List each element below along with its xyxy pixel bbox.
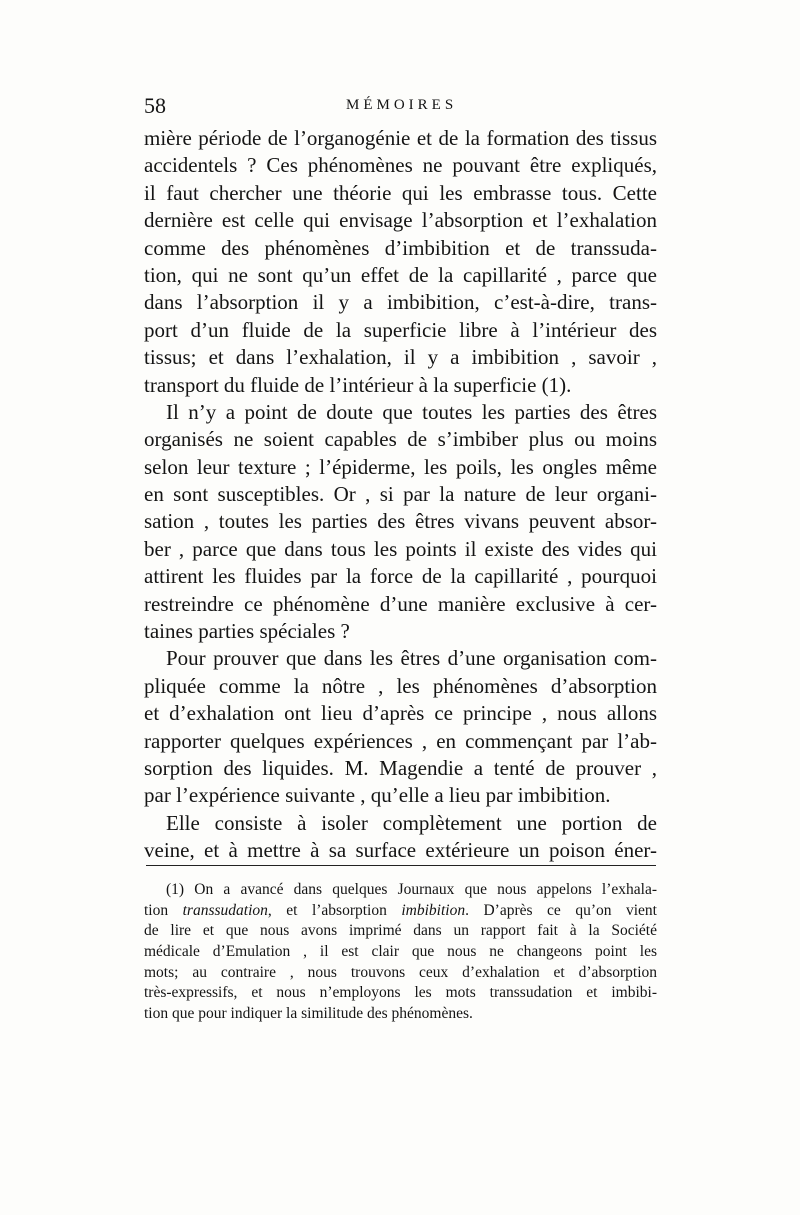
text-line: dernière est celle qui envisage l’absorption et l’exhalation [144, 208, 657, 233]
text-line: en sont susceptibles. Or , si par la nature de leur organi- [144, 482, 657, 507]
text-line: comme des phénomènes d’imbibition et de transsuda- [144, 235, 657, 260]
text-line: veine, et à mettre à sa surface extérieure un poison éner- [144, 838, 657, 863]
text-line: restreindre ce phénomène d’une manière exclusive à cer- [144, 591, 657, 616]
text-line: taines parties spéciales ? [144, 619, 350, 644]
text-line: ber , parce que dans tous les points il existe des vides qui [144, 536, 657, 561]
running-head: MÉMOIRES [346, 97, 458, 113]
footnote-line: de lire et que nous avons imprimé dans un rapport fait à la Société [144, 922, 657, 940]
text-line: dans l’absorption il y a imbibition, c’est-à-dire, trans- [144, 290, 657, 315]
footnote-text: . D’après ce qu’on vient [465, 901, 657, 919]
text-line: tissus; et dans l’exhalation, il y a imbibition , savoir , [144, 345, 657, 370]
text-line: Pour prouver que dans les êtres d’une organisation com- [166, 646, 657, 671]
text-line: sation , toutes les parties des êtres vivans peuvent absor- [144, 509, 657, 534]
text-line: port d’un fluide de la superficie libre à l’intérieur des [144, 317, 657, 342]
footnote-line: très-expressifs, et nous n’employons les mots transsudation et imbibi- [144, 984, 657, 1002]
text-line: tion, qui ne sont qu’un effet de la capillarité , parce que [144, 262, 657, 287]
footnote-line: tion que pour indiquer la similitude des phénomènes. [144, 1005, 473, 1023]
text-line: organisés ne soient capables de s’imbiber plus ou moins [144, 427, 657, 452]
text-line: rapporter quelques expériences , en commençant par l’ab- [144, 728, 657, 753]
footnote-line [144, 901, 657, 922]
footnote-text: , et l’absorption [267, 901, 402, 919]
footnote-term-transsudation: transsudation [182, 901, 268, 919]
main-text [144, 125, 657, 865]
page-number: 58 [144, 93, 166, 118]
text-line: par l’expérience suivante , qu’elle a lieu par imbibition. [144, 783, 611, 808]
text-line: pliquée comme la nôtre , les phénomènes d’absorption [144, 673, 657, 698]
footnote-separator [146, 865, 656, 866]
footnote-line: médicale d’Emulation , il est clair que nous ne changeons point les [144, 943, 657, 961]
text-line: transport du fluide de l’intérieur à la superficie (1). [144, 372, 572, 397]
footnote-line: (1) On a avancé dans quelques Journaux que nous appelons l’exhala- [166, 881, 657, 898]
page-header [144, 93, 664, 123]
footnote-text: tion [144, 901, 183, 919]
text-line: selon leur texture ; l’épiderme, les poils, les ongles même [144, 454, 657, 479]
text-line: sorption des liquides. M. Magendie a tenté de prouver , [144, 755, 657, 780]
text-line: mière période de l’organogénie et de la formation des tissus [144, 126, 657, 150]
text-line: et d’exhalation ont lieu d’après ce principe , nous allons [144, 701, 657, 726]
text-line: Elle consiste à isoler complètement une portion de [166, 810, 657, 835]
text-line: Il n’y a point de doute que toutes les parties des êtres [166, 399, 657, 424]
text-line: il faut chercher une théorie qui les embrasse tous. Cette [144, 180, 657, 205]
footnote [144, 880, 657, 1025]
text-line: attirent les fluides par la force de la capillarité , pourquoi [144, 564, 657, 589]
text-line: accidentels ? Ces phénomènes ne pouvant être expliqués, [144, 153, 657, 178]
footnote-line: mots; au contraire , nous trouvons ceux d’exhalation et d’absorption [144, 963, 657, 981]
footnote-term-imbibition: imbibition [401, 901, 466, 919]
